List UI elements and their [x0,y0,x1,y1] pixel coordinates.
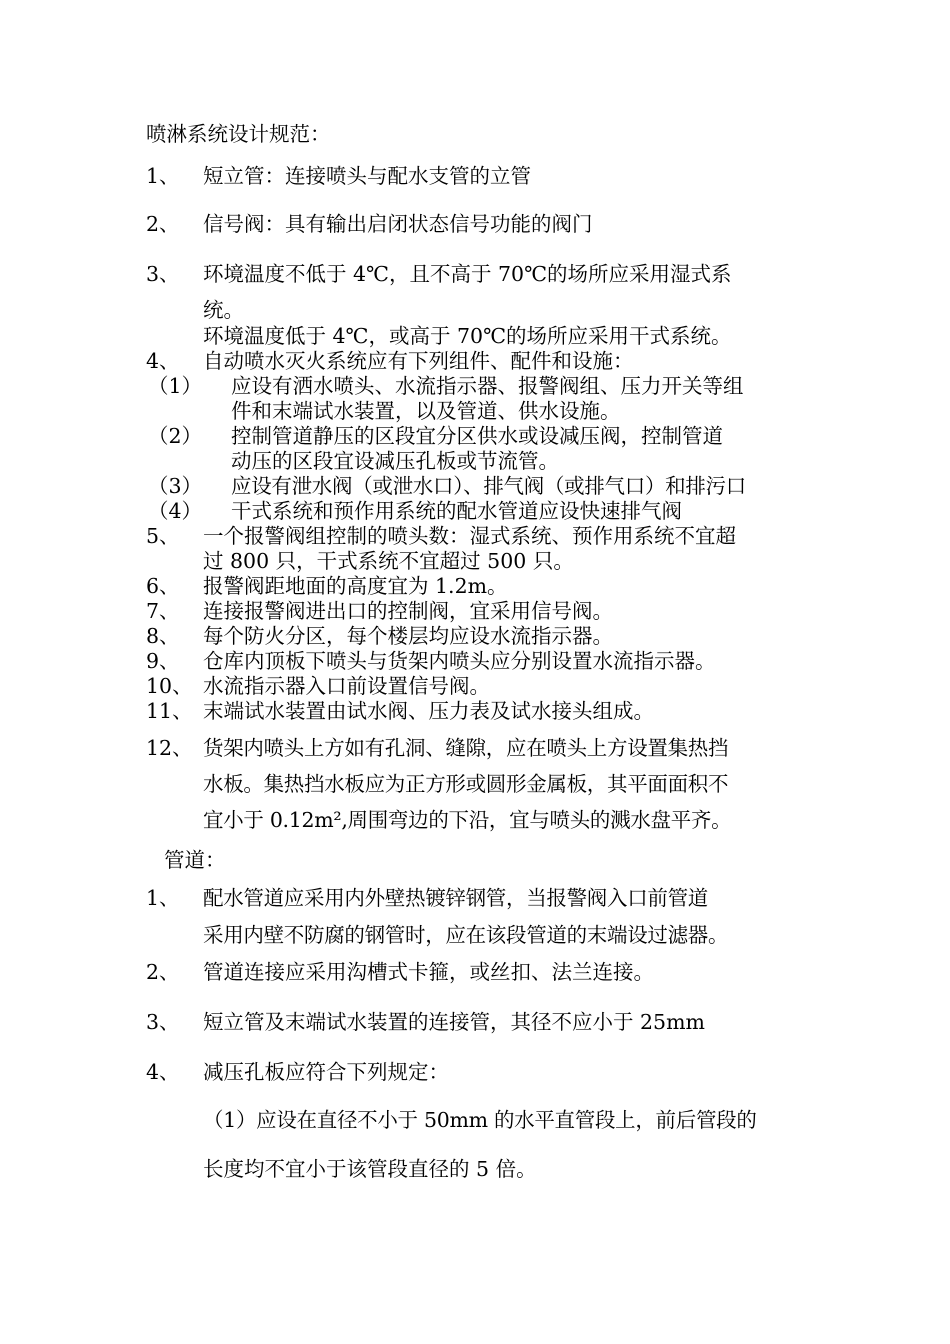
pipe-item-text: 配水管道应采用内外壁热镀锌钢管，当报警阀入口前管道 [203,886,708,910]
pipe-item-number: 2、 [146,960,180,984]
item-number: 11、 [146,699,193,723]
item-number: 2、 [146,212,180,236]
item-text: 信号阀：具有输出启闭状态信号功能的阀门 [203,212,593,236]
pipe-item-number: 4、 [146,1060,180,1084]
item-number: 10、 [146,674,193,698]
item-number: 8、 [146,624,180,648]
subitem-number: （2） [148,424,203,448]
pipe-item-text: 长度均不宜小于该管段直径的 5 倍。 [203,1157,537,1181]
item-text: 环境温度不低于 4℃，且不高于 70℃的场所应采用湿式系 [203,262,732,286]
item-number: 9、 [146,649,180,673]
pipe-item-text: 减压孔板应符合下列规定： [203,1060,449,1084]
subitem-text: 干式系统和预作用系统的配水管道应设快速排气阀 [231,499,682,523]
pipe-item-text: 短立管及末端试水装置的连接管，其径不应小于 25mm [203,1010,705,1034]
subitem-number: （4） [148,499,203,523]
pipe-item-number: 1、 [146,886,180,910]
subitem-text: 应设有泄水阀（或泄水口）、排气阀（或排气口）和排污口 [231,474,746,498]
item-number: 5、 [146,524,180,548]
pipe-item-text: 管道连接应采用沟槽式卡箍，或丝扣、法兰连接。 [203,960,654,984]
subitem-number: （3） [148,474,203,498]
item-text: 短立管：连接喷头与配水支管的立管 [203,164,531,188]
item-number: 7、 [146,599,180,623]
item-text: 水板。集热挡水板应为正方形或圆形金属板，其平面面积不 [203,772,729,796]
item-text: 连接报警阀进出口的控制阀，宜采用信号阀。 [203,599,613,623]
item-number: 4、 [146,349,180,373]
item-number: 6、 [146,574,180,598]
item-text: 环境温度低于 4℃，或高于 70℃的场所应采用干式系统。 [203,324,732,348]
item-text: 每个防火分区，每个楼层均应设水流指示器。 [203,624,613,648]
item-text: 自动喷水灭火系统应有下列组件、配件和设施： [203,349,634,373]
item-text: 一个报警阀组控制的喷头数：湿式系统、预作用系统不宜超 [203,524,736,548]
item-text: 报警阀距地面的高度宜为 1.2m。 [203,574,508,598]
document-title: 喷淋系统设计规范： [146,122,331,146]
item-text: 末端试水装置由试水阀、压力表及试水接头组成。 [203,699,654,723]
item-number: 3、 [146,262,180,286]
pipe-item-number: 3、 [146,1010,180,1034]
subitem-number: （1） [148,374,203,398]
subitem-text: 应设有洒水喷头、水流指示器、报警阀组、压力开关等组 [231,374,744,398]
pipe-item-text: 采用内壁不防腐的钢管时，应在该段管道的末端设过滤器。 [203,923,729,947]
item-text: 仓库内顶板下喷头与货架内喷头应分别设置水流指示器。 [203,649,716,673]
item-text: 水流指示器入口前设置信号阀。 [203,674,490,698]
section-heading-pipes: 管道： [164,848,226,872]
pipe-item-text: （1）应设在直径不小于 50mm 的水平直管段上，前后管段的 [203,1108,757,1132]
item-number: 12、 [146,736,193,760]
item-number: 1、 [146,164,180,188]
subitem-text: 动压的区段宜设减压孔板或节流管。 [231,449,559,473]
item-text: 统。 [203,298,244,322]
item-text: 宜小于 0.12m²,周围弯边的下沿，宜与喷头的溅水盘平齐。 [203,808,732,832]
subitem-text: 控制管道静压的区段宜分区供水或设减压阀，控制管道 [231,424,723,448]
subitem-text: 件和末端试水装置，以及管道、供水设施。 [231,399,621,423]
item-text: 过 800 只，干式系统不宜超过 500 只。 [203,549,574,573]
item-text: 货架内喷头上方如有孔洞、缝隙，应在喷头上方设置集热挡 [203,736,729,760]
